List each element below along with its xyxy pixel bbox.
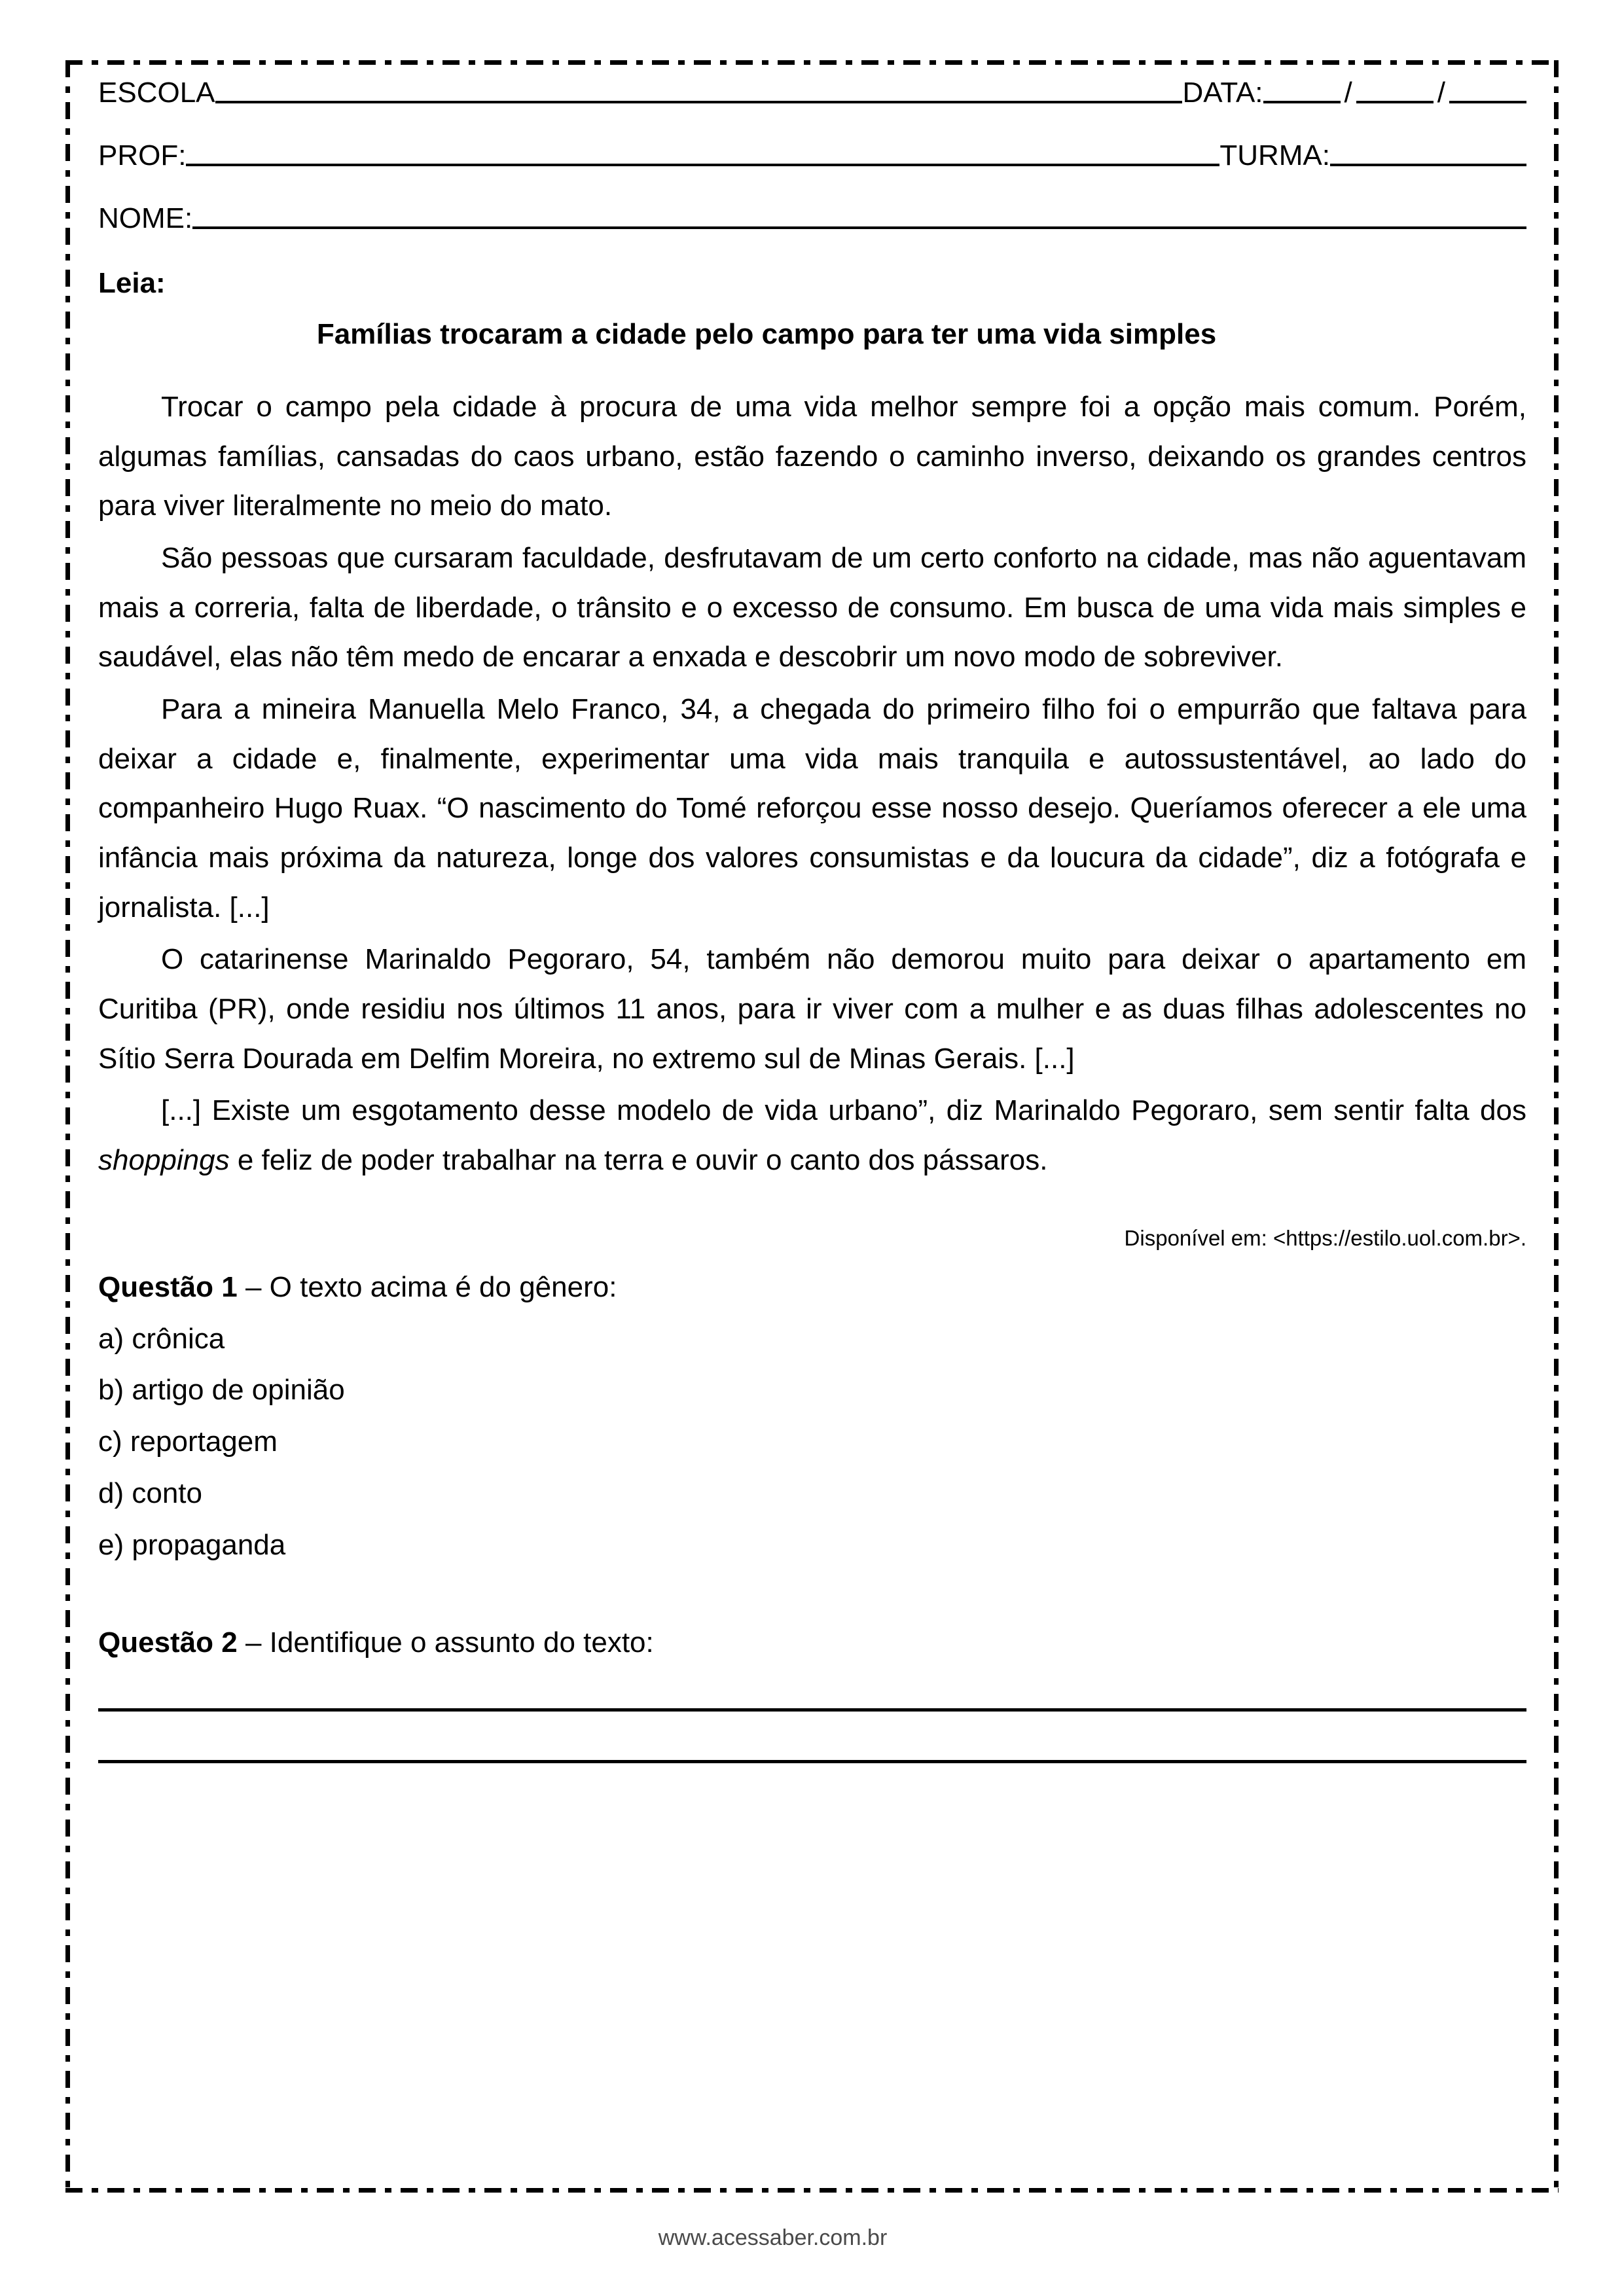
date-year-input-line[interactable]	[1449, 101, 1526, 103]
question-2-answer-line[interactable]	[98, 1760, 1526, 1763]
paragraph-text-after-italic: e feliz de poder trabalhar na terra e ouvir o canto dos pássaros.	[229, 1144, 1048, 1177]
question-1-option-a[interactable]: a) crônica	[98, 1322, 225, 1355]
school-date-row	[98, 79, 1526, 107]
question-1-number: Questão 1	[98, 1270, 238, 1303]
school-label: ESCOLA	[98, 77, 215, 109]
question-2-answer-line[interactable]	[98, 1708, 1526, 1712]
question-1-prompt: – O texto acima é do gênero:	[237, 1270, 617, 1303]
question-2	[98, 1626, 1526, 1660]
class-input-line[interactable]	[1330, 164, 1526, 166]
question-2-prompt: – Identifique o assunto do texto:	[237, 1626, 654, 1659]
article-source: Disponível em: <https://estilo.uol.com.br>.	[1124, 1225, 1526, 1250]
question-1-option-d[interactable]: d) conto	[98, 1477, 202, 1509]
student-name-input-line[interactable]	[192, 226, 1526, 229]
question-1-option-b[interactable]: b) artigo de opinião	[98, 1374, 345, 1407]
question-1	[98, 1270, 1526, 1305]
article-paragraph: São pessoas que cursaram faculdade, desfrutavam de um certo conforto na cidade, mas não aguentavam mais a correria, falta de liberdade, o trânsito e o excesso de consumo. Em busca de uma vida mais simples e saudável, elas não têm medo de encarar a enxada e descobrir um novo modo de sobreviver.	[98, 542, 1526, 673]
date-slash-1: /	[1344, 77, 1352, 109]
class-label: TURMA:	[1219, 139, 1330, 171]
page-border-right	[1554, 60, 1559, 2193]
article-paragraph: O catarinense Marinaldo Pegoraro, 54, também não demorou muito para deixar o apartamento em Curitiba (PR), onde residiu nos últimos 11 anos, para ir viver com a mulher e as duas filhas adolescentes no Sítio Serra Dourada em Delfim Moreira, no extremo sul de Minas Gerais. [...]	[98, 943, 1526, 1075]
page-border-bottom	[65, 2188, 1559, 2193]
read-instruction: Leia:	[98, 267, 166, 299]
student-name-row	[98, 204, 1526, 233]
italic-term-shoppings: shoppings	[98, 1144, 230, 1177]
worksheet-content	[98, 79, 1526, 1763]
footer-site: www.acessaber.com.br	[658, 2225, 888, 2250]
article-paragraph: Trocar o campo pela cidade à procura de uma vida melhor sempre foi a opção mais comum. Porém, algumas famílias, cansadas do caos urbano, estão fazendo o caminho inverso, deixando os grandes centros para viver literalmente no meio do mato.	[98, 391, 1526, 522]
article-paragraph: Para a mineira Manuella Melo Franco, 34, a chegada do primeiro filho foi o empurrão que faltava para deixar a cidade e, finalmente, experimentar uma vida mais tranquila e autossustentável, ao lado do companheiro Hugo Ruax. “O nascimento do Tomé reforçou esse nosso desejo. Queríamos oferecer a ele uma infância mais próxima da natureza, longe dos valores consumistas e da loucura da cidade”, diz a fotógrafa e jornalista. [...]	[98, 693, 1526, 924]
question-1-option-e[interactable]: e) propaganda	[98, 1528, 286, 1561]
question-2-number: Questão 2	[98, 1626, 238, 1659]
school-input-line[interactable]	[215, 101, 1183, 103]
teacher-label: PROF:	[98, 139, 187, 171]
page-border-top	[65, 60, 1559, 65]
page-border-left	[65, 60, 70, 2193]
student-name-label: NOME:	[98, 202, 193, 234]
article-title: Famílias trocaram a cidade pelo campo para ter uma vida simples	[316, 318, 1217, 350]
question-1-option-c[interactable]: c) reportagem	[98, 1426, 278, 1458]
date-label: DATA:	[1182, 77, 1263, 109]
article-paragraph	[98, 1086, 1526, 1185]
date-day-input-line[interactable]	[1263, 101, 1341, 103]
date-month-input-line[interactable]	[1356, 101, 1434, 103]
teacher-input-line[interactable]	[186, 164, 1219, 166]
date-slash-2: /	[1437, 77, 1445, 109]
teacher-class-row	[98, 141, 1526, 170]
paragraph-text-before-italic: [...] Existe um esgotamento desse modelo de vida urbano”, diz Marinaldo Pegoraro, sem sentir falta dos	[161, 1094, 1526, 1127]
